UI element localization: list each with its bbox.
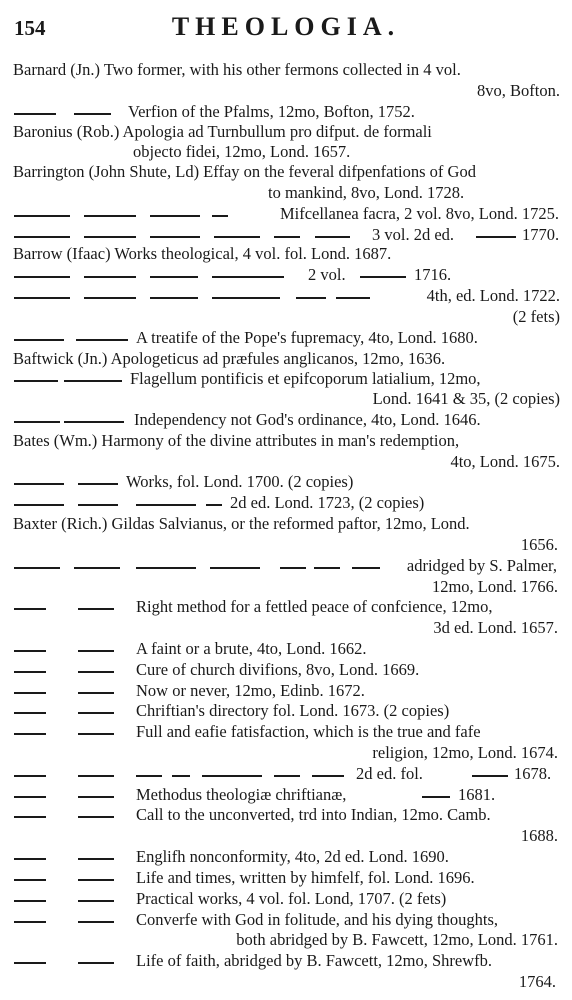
- catalogue-line: [0, 639, 572, 659]
- catalogue-line: [0, 162, 572, 182]
- catalogue-line: [0, 286, 572, 306]
- ditto-dash: [150, 297, 198, 299]
- catalogue-line: [0, 410, 572, 430]
- ditto-dash: [78, 921, 114, 923]
- ditto-dash: [206, 504, 222, 506]
- ditto-dash: [64, 380, 122, 382]
- ditto-dash: [14, 215, 70, 217]
- catalogue-line: [0, 204, 572, 224]
- ditto-dash: [14, 858, 46, 860]
- ditto-dash: [150, 236, 200, 238]
- catalogue-line: [0, 826, 572, 846]
- ditto-dash: [78, 504, 118, 506]
- entry-text: Lond. 1641 & 35, (2 copies): [372, 389, 560, 408]
- entry-text: 2 vol.: [308, 265, 346, 284]
- entry-text: 3 vol. 2d ed.: [372, 225, 455, 244]
- entry-year: 1716.: [414, 265, 452, 284]
- ditto-dash: [78, 816, 114, 818]
- page-header: [0, 12, 572, 46]
- entry-text: adridged by S. Palmer,: [406, 556, 557, 575]
- catalogue-line: [0, 972, 572, 992]
- catalogue-line: [0, 81, 572, 101]
- entry-text: objecto fidei, 12mo, Lond. 1657.: [133, 142, 351, 161]
- entry-text: Barrow (Ifaac) Works theological, 4 vol. fol. Lond. 1687.: [13, 244, 392, 263]
- ditto-dash: [314, 567, 340, 569]
- ditto-dash: [78, 962, 114, 964]
- entry-text: Works, fol. Lond. 1700. (2 copies): [126, 472, 354, 491]
- entry-text: A treatife of the Pope's fupremacy, 4to, Lond. 1680.: [136, 328, 478, 347]
- catalogue-line: [0, 764, 572, 784]
- ditto-dash: [214, 236, 260, 238]
- entry-text: 4th, ed. Lond. 1722.: [426, 286, 560, 305]
- ditto-dash: [150, 215, 200, 217]
- ditto-dash: [14, 380, 58, 382]
- entry-text: 3d ed. Lond. 1657.: [433, 618, 558, 637]
- ditto-dash: [212, 215, 228, 217]
- entry-text: both abridged by B. Fawcett, 12mo, Lond. 1761.: [236, 930, 558, 949]
- ditto-dash: [212, 297, 280, 299]
- ditto-dash: [14, 608, 46, 610]
- ditto-dash: [336, 297, 370, 299]
- ditto-dash: [14, 733, 46, 735]
- entry-text: Bates (Wm.) Harmony of the divine attributes in man's redemption,: [13, 431, 460, 450]
- ditto-dash: [274, 236, 300, 238]
- entry-text: Converfe with God in folitude, and his dying thoughts,: [136, 910, 499, 929]
- ditto-dash: [78, 858, 114, 860]
- catalogue-line: [0, 743, 572, 763]
- ditto-dash: [84, 276, 136, 278]
- catalogue-line: [0, 328, 572, 348]
- entry-year: 1678.: [514, 764, 552, 783]
- ditto-dash: [78, 483, 118, 485]
- ditto-dash: [78, 733, 114, 735]
- entry-text: 2d ed. fol.: [356, 764, 423, 783]
- ditto-dash: [14, 483, 64, 485]
- entry-text: Full and eafie fatisfaction, which is the true and fafe: [136, 722, 481, 741]
- ditto-dash: [14, 900, 46, 902]
- catalogue-line: [0, 910, 572, 930]
- entry-text: Baxter (Rich.) Gildas Salvianus, or the reformed paftor, 12mo, Lond.: [13, 514, 470, 533]
- catalogue-line: [0, 847, 572, 867]
- entry-text: 2d ed. Lond. 1723, (2 copies): [230, 493, 425, 512]
- entry-text: Cure of church divifions, 8vo, Lond. 1669.: [136, 660, 420, 679]
- catalogue-line: [0, 868, 572, 888]
- ditto-dash: [14, 775, 46, 777]
- ditto-dash: [78, 650, 114, 652]
- catalogue-line: [0, 722, 572, 742]
- ditto-dash: [84, 215, 136, 217]
- ditto-dash: [472, 775, 508, 777]
- catalogue-line: [0, 183, 572, 203]
- entry-text: Now or never, 12mo, Edinb. 1672.: [136, 681, 365, 700]
- entry-text: Flagellum pontificis et epifcoporum latialium, 12mo,: [130, 369, 481, 388]
- ditto-dash: [78, 879, 114, 881]
- catalogue-line: [0, 307, 572, 327]
- ditto-dash: [136, 504, 196, 506]
- catalogue-line: [0, 265, 572, 285]
- ditto-dash: [14, 879, 46, 881]
- catalogue-line: [0, 889, 572, 909]
- entry-text: Methodus theologiæ chriftianæ,: [136, 785, 347, 804]
- catalogue-line: [0, 369, 572, 389]
- catalogue-line: [0, 244, 572, 264]
- ditto-dash: [14, 276, 70, 278]
- entry-text: Baronius (Rob.) Apologia ad Turnbullum pro difput. de formali: [13, 122, 432, 141]
- entry-text: Englifh nonconformity, 4to, 2d ed. Lond. 1690.: [136, 847, 449, 866]
- ditto-dash: [14, 671, 46, 673]
- ditto-dash: [280, 567, 306, 569]
- entry-text: Life and times, written by himfelf, fol. Lond. 1696.: [136, 868, 475, 887]
- entry-text: religion, 12mo, Lond. 1674.: [372, 743, 558, 762]
- ditto-dash: [422, 796, 450, 798]
- ditto-dash: [14, 796, 46, 798]
- catalogue-line: [0, 493, 572, 513]
- entry-text: Chriftian's directory fol. Lond. 1673. (2 copies): [136, 701, 450, 720]
- catalogue-line: [0, 472, 572, 492]
- entry-year: 1681.: [458, 785, 496, 804]
- ditto-dash: [14, 962, 46, 964]
- ditto-dash: [14, 921, 46, 923]
- ditto-dash: [476, 236, 516, 238]
- ditto-dash: [172, 775, 190, 777]
- catalogue-line: [0, 60, 572, 80]
- entry-text: to mankind, 8vo, Lond. 1728.: [268, 183, 465, 202]
- catalogue-line: [0, 535, 572, 555]
- page-number: 154: [14, 16, 46, 40]
- entry-text: Right method for a fettled peace of confcience, 12mo,: [136, 597, 493, 616]
- ditto-dash: [136, 775, 162, 777]
- ditto-dash: [74, 567, 120, 569]
- entry-text: Practical works, 4 vol. fol. Lond, 1707. (2 fets): [136, 889, 447, 908]
- catalogue-line: [0, 225, 572, 245]
- entry-text: Barrington (John Shute, Ld) Effay on the feveral difpenfations of God: [13, 162, 476, 181]
- entry-text: Call to the unconverted, trd into Indian, 12mo. Camb.: [136, 805, 491, 824]
- catalogue-line: [0, 514, 572, 534]
- entry-text: A faint or a brute, 4to, Lond. 1662.: [136, 639, 367, 658]
- catalogue-line: [0, 452, 572, 472]
- catalogue-line: [0, 431, 572, 451]
- ditto-dash: [212, 276, 284, 278]
- entry-year: 1770.: [522, 225, 560, 244]
- ditto-dash: [210, 567, 260, 569]
- ditto-dash: [78, 671, 114, 673]
- catalogue-line: [0, 556, 572, 576]
- ditto-dash: [14, 816, 46, 818]
- entry-text: Independency not God's ordinance, 4to, Lond. 1646.: [134, 410, 481, 429]
- ditto-dash: [78, 900, 114, 902]
- entry-text: Life of faith, abridged by B. Fawcett, 12mo, Shrewfb.: [136, 951, 493, 970]
- catalogue-line: [0, 660, 572, 680]
- ditto-dash: [202, 775, 262, 777]
- catalogue-line: [0, 349, 572, 369]
- ditto-dash: [78, 608, 114, 610]
- ditto-dash: [14, 339, 64, 341]
- ditto-dash: [312, 775, 344, 777]
- ditto-dash: [14, 712, 46, 714]
- catalogue-line: [0, 785, 572, 805]
- ditto-dash: [64, 421, 124, 423]
- entry-text: 12mo, Lond. 1766.: [431, 577, 558, 596]
- ditto-dash: [84, 236, 136, 238]
- ditto-dash: [14, 236, 70, 238]
- ditto-dash: [14, 421, 60, 423]
- catalogue-line: [0, 389, 572, 409]
- ditto-dash: [150, 276, 198, 278]
- catalogue-line: [0, 122, 572, 142]
- entry-text: 8vo, Bofton.: [477, 81, 560, 100]
- ditto-dash: [136, 567, 196, 569]
- entry-text: Mifcellanea facra, 2 vol. 8vo, Lond. 1725.: [279, 204, 559, 223]
- ditto-dash: [360, 276, 406, 278]
- ditto-dash: [296, 297, 326, 299]
- catalogue-line: [0, 701, 572, 721]
- catalogue-line: [0, 618, 572, 638]
- entry-text: Barnard (Jn.) Two former, with his other fermons collected in 4 vol.: [13, 60, 461, 79]
- entry-text: (2 fets): [512, 307, 560, 326]
- entry-text: 1688.: [520, 826, 558, 845]
- ditto-dash: [14, 113, 56, 115]
- catalogue-line: [0, 102, 572, 122]
- page-title: THEOLOGIA.: [171, 12, 401, 41]
- ditto-dash: [14, 650, 46, 652]
- catalogue-line: [0, 930, 572, 950]
- ditto-dash: [74, 113, 111, 115]
- entry-text: 1764.: [518, 972, 556, 991]
- ditto-dash: [78, 796, 114, 798]
- ditto-dash: [78, 712, 114, 714]
- ditto-dash: [78, 692, 114, 694]
- ditto-dash: [352, 567, 380, 569]
- ditto-dash: [14, 297, 70, 299]
- catalogue-line: [0, 681, 572, 701]
- ditto-dash: [14, 504, 64, 506]
- ditto-dash: [315, 236, 350, 238]
- ditto-dash: [84, 297, 136, 299]
- catalogue-line: [0, 805, 572, 825]
- catalogue-line: [0, 577, 572, 597]
- entry-text: Verfion of the Pfalms, 12mo, Bofton, 1752.: [128, 102, 415, 121]
- ditto-dash: [76, 339, 128, 341]
- ditto-dash: [14, 692, 46, 694]
- ditto-dash: [14, 567, 60, 569]
- entry-text: Baftwick (Jn.) Apologeticus ad præfules anglicanos, 12mo, 1636.: [13, 349, 446, 368]
- catalogue-line: [0, 142, 572, 162]
- entry-text: 1656.: [520, 535, 558, 554]
- ditto-dash: [78, 775, 114, 777]
- catalogue-line: [0, 597, 572, 617]
- ditto-dash: [274, 775, 300, 777]
- entry-text: 4to, Lond. 1675.: [450, 452, 560, 471]
- catalogue-line: [0, 951, 572, 971]
